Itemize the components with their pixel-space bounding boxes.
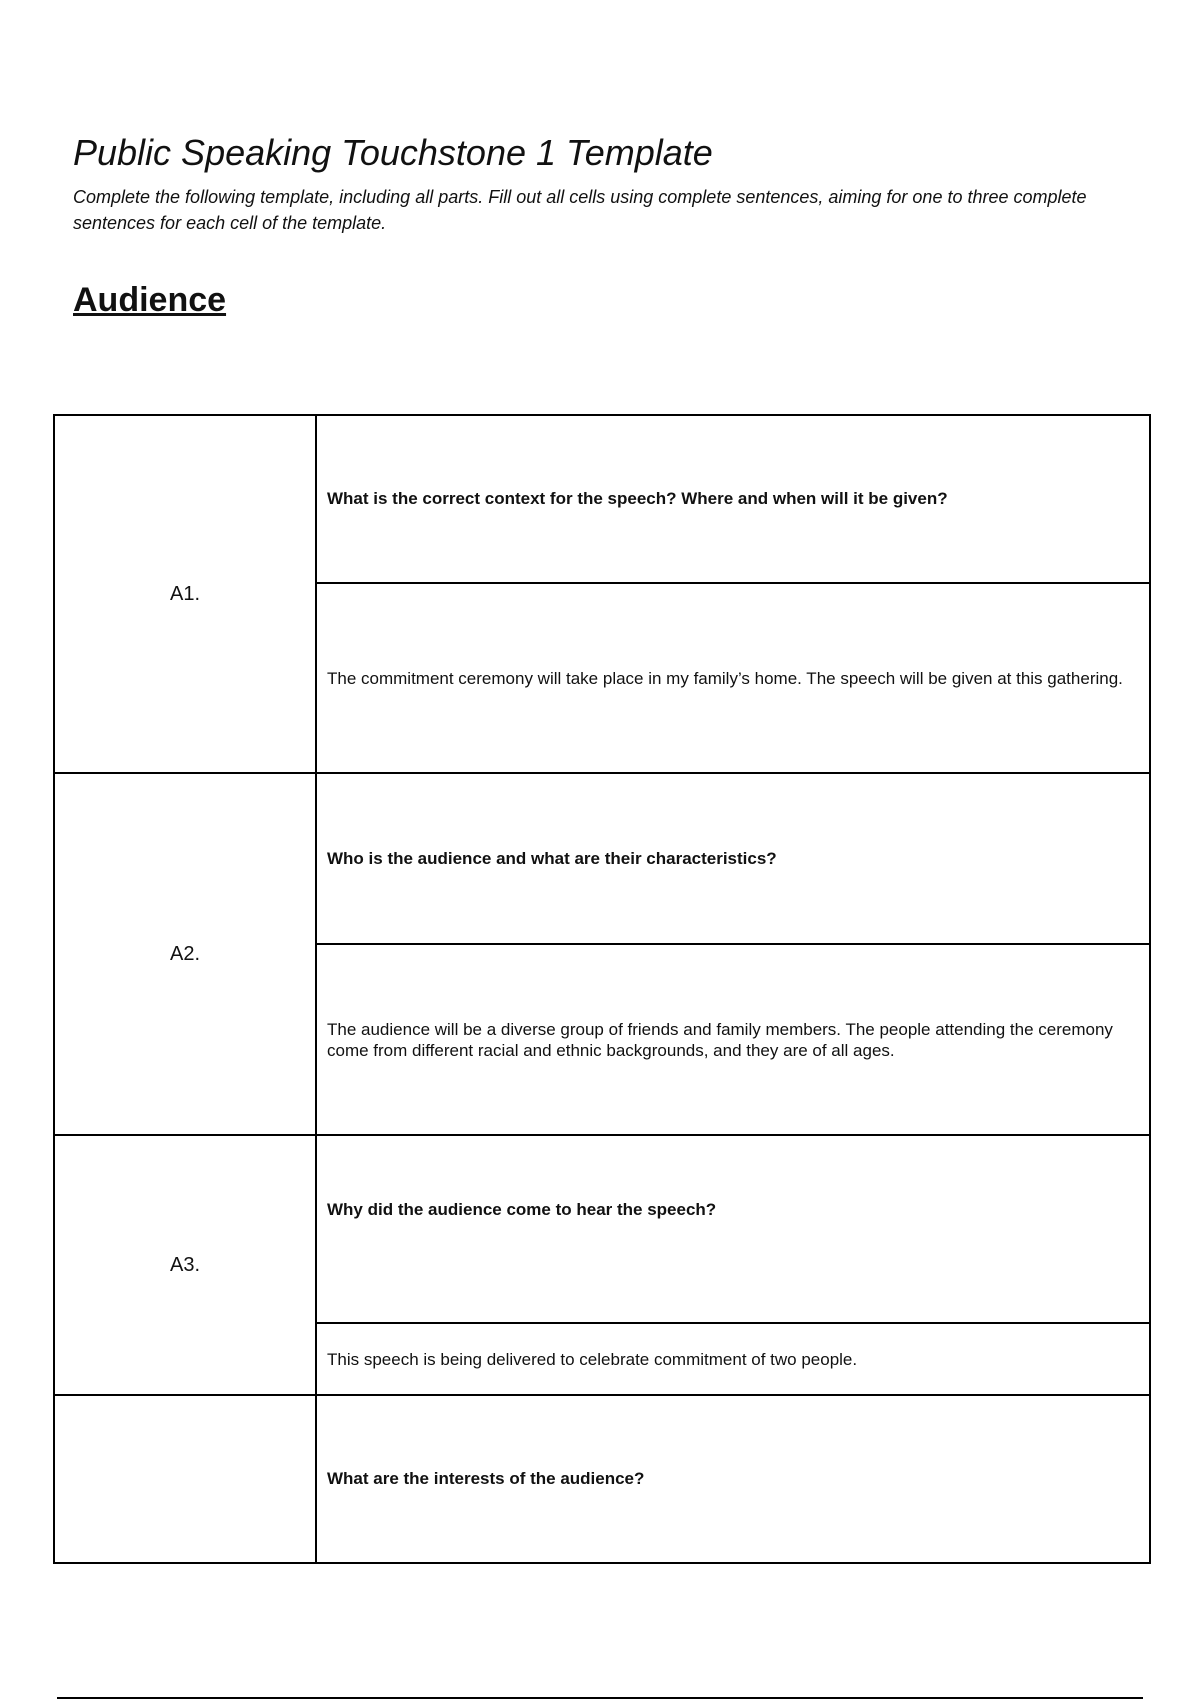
bottom-divider [57,1697,1143,1699]
table-row [54,1135,1150,1323]
row-label-a1: A1. [54,415,316,773]
answer-cell-a3[interactable]: This speech is being delivered to celebrate commitment of two people. [316,1323,1150,1395]
table-row [54,773,1150,944]
answer-cell-a1[interactable]: The commitment ceremony will take place in my family’s home. The speech will be given at this gathering. [316,583,1150,773]
question-cell-a3: Why did the audience come to hear the speech? [316,1135,1150,1323]
page-title: Public Speaking Touchstone 1 Template [73,132,713,173]
audience-template-table [53,414,1151,1564]
row-label-a3: A3. [54,1135,316,1395]
question-cell-a1: What is the correct context for the speech? Where and when will it be given? [316,415,1150,583]
row-label-a2: A2. [54,773,316,1135]
question-cell-a4: What are the interests of the audience? [316,1395,1150,1563]
row-label-a4 [54,1395,316,1563]
section-heading-audience: Audience [73,281,227,319]
table-row [54,1395,1150,1563]
instructions-text: Complete the following template, including all parts. Fill out all cells using complete sentences, aiming for one to three complete sentences for each cell of the template. [73,187,1087,233]
answer-cell-a2[interactable]: The audience will be a diverse group of friends and family members. The people attending the ceremony come from different racial and ethnic backgrounds, and they are of all ages. [316,944,1150,1135]
question-cell-a2: Who is the audience and what are their characteristics? [316,773,1150,944]
table-row [54,415,1150,583]
